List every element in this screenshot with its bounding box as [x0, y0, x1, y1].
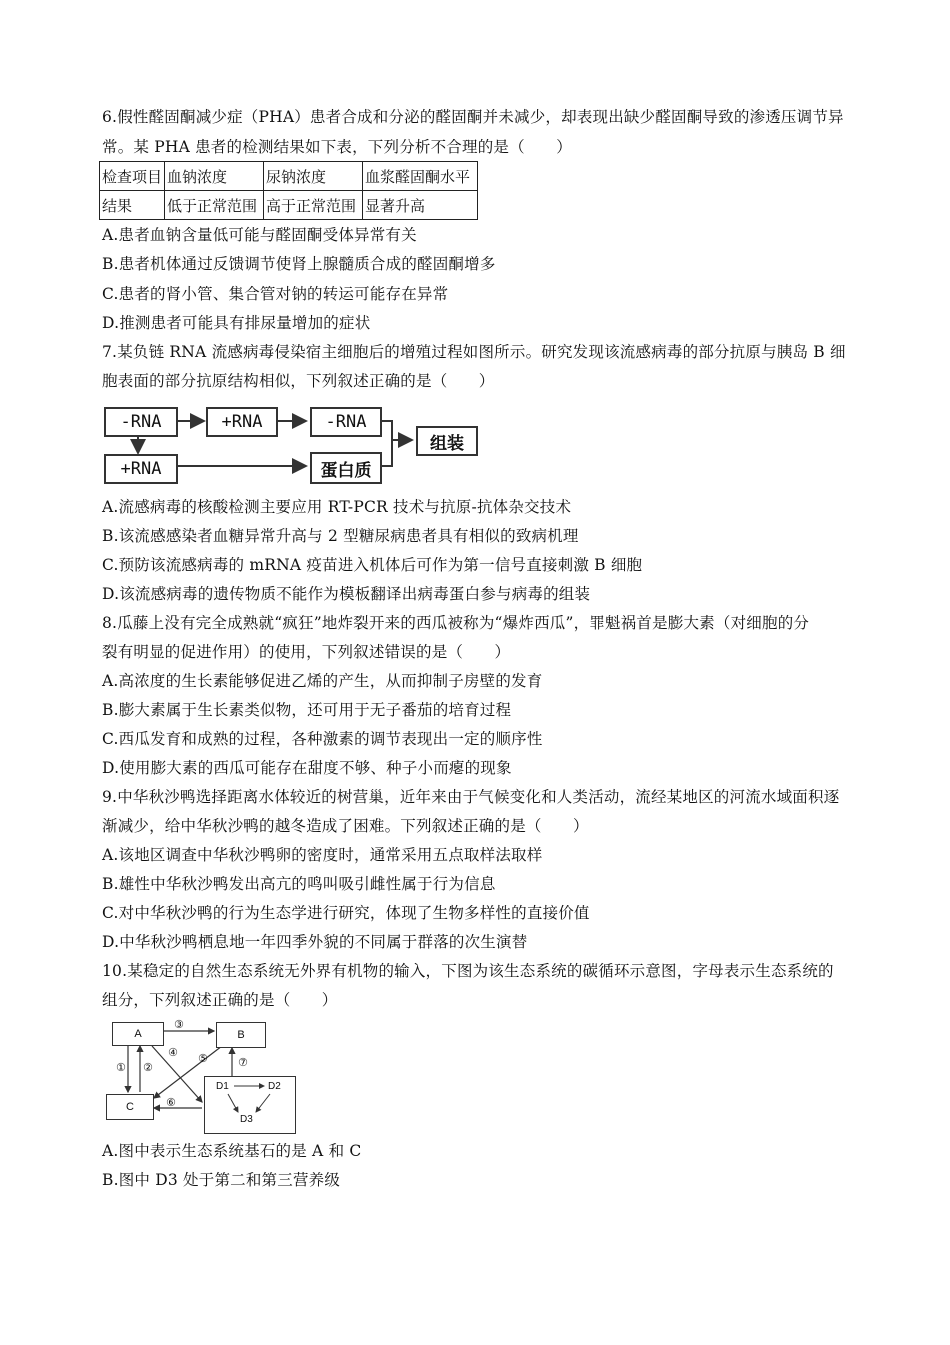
q7-diagram	[100, 402, 480, 486]
q10-stem-line1: 10.某稳定的自然生态系统无外界有机物的输入，下图为该生态系统的碳循环示意图，字母表示生态系统的	[102, 962, 834, 980]
table-header-cell: 血浆醛固酮水平	[363, 162, 478, 191]
table-header-cell: 血钠浓度	[165, 162, 264, 191]
box-pos-rna-2: +RNA	[104, 454, 178, 484]
q9-option-b: B.雄性中华秋沙鸭发出高亢的鸣叫吸引雌性属于行为信息	[102, 875, 496, 893]
table-row	[100, 162, 478, 191]
box-protein: 蛋白质	[310, 452, 382, 484]
q8-stem-line1: 8.瓜藤上没有完全成熟就“疯狂”地炸裂开来的西瓜被称为“爆炸西瓜”，罪魁祸首是膨大素（对细胞的分	[102, 614, 810, 632]
q7-stem-line2: 胞表面的部分抗原结构相似，下列叙述正确的是（ ）	[102, 372, 495, 390]
q10-option-a: A.图中表示生态系统基石的是 A 和 C	[102, 1142, 362, 1160]
label-7: ⑦	[238, 1056, 248, 1069]
q8-option-a: A.高浓度的生长素能够促进乙烯的产生，从而抑制子房壁的发育	[102, 672, 543, 690]
q8-option-b: B.膨大素属于生长素类似物，还可用于无子番茄的培育过程	[102, 701, 512, 719]
box-neg-rna-2: -RNA	[310, 407, 382, 437]
q7-option-a: A.流感病毒的核酸检测主要应用 RT-PCR 技术与抗原-抗体杂交技术	[102, 498, 572, 516]
q10-option-b: B.图中 D3 处于第二和第三营养级	[102, 1171, 341, 1189]
q6-stem-line2: 常。某 PHA 患者的检测结果如下表，下列分析不合理的是（ ）	[102, 138, 572, 156]
table-cell: 结果	[100, 191, 165, 220]
q6-option-d: D.推测患者可能具有排尿量增加的症状	[102, 314, 371, 332]
q6-option-c: C.患者的肾小管、集合管对钠的转运可能存在异常	[102, 285, 449, 303]
q10-carbon-cycle-diagram	[104, 1016, 300, 1136]
label-5: ⑤	[198, 1052, 208, 1065]
node-d2: D2	[268, 1081, 281, 1092]
node-a: A	[112, 1022, 164, 1046]
table-cell: 低于正常范围	[165, 191, 264, 220]
table-header-cell: 尿钠浓度	[264, 162, 363, 191]
node-c: C	[106, 1094, 154, 1120]
node-d1: D1	[216, 1081, 229, 1092]
box-assembly: 组装	[416, 426, 478, 456]
q7-option-c: C.预防该流感病毒的 mRNA 疫苗进入机体后可作为第一信号直接刺激 B 细胞	[102, 556, 643, 574]
q6-table	[99, 161, 478, 220]
q7-option-b: B.该流感感染者血糖异常升高与 2 型糖尿病患者具有相似的致病机理	[102, 527, 579, 545]
label-3: ③	[174, 1018, 184, 1031]
q6-stem-line1: 6.假性醛固酮减少症（PHA）患者合成和分泌的醛固酮并未减少，却表现出缺少醛固酮导致的渗透压调节异	[102, 108, 844, 126]
node-b: B	[216, 1022, 266, 1048]
q7-stem-line1: 7.某负链 RNA 流感病毒侵染宿主细胞后的增殖过程如图所示。研究发现该流感病毒的部分抗原与胰岛 B 细	[102, 343, 846, 361]
q7-option-d: D.该流感病毒的遗传物质不能作为模板翻译出病毒蛋白参与病毒的组装	[102, 585, 591, 603]
table-cell: 显著升高	[363, 191, 478, 220]
label-1: ①	[116, 1061, 126, 1074]
q9-option-d: D.中华秋沙鸭栖息地一年四季外貌的不同属于群落的次生演替	[102, 933, 528, 951]
q9-stem-line1: 9.中华秋沙鸭选择距离水体较近的树营巢，近年来由于气候变化和人类活动，流经某地区的河流水域面积逐	[102, 788, 840, 806]
label-2: ②	[143, 1061, 153, 1074]
q8-option-c: C.西瓜发育和成熟的过程，各种激素的调节表现出一定的顺序性	[102, 730, 543, 748]
q9-option-a: A.该地区调查中华秋沙鸭卵的密度时，通常采用五点取样法取样	[102, 846, 543, 864]
table-cell: 高于正常范围	[264, 191, 363, 220]
q9-option-c: C.对中华秋沙鸭的行为生态学进行研究，体现了生物多样性的直接价值	[102, 904, 590, 922]
label-6: ⑥	[166, 1096, 176, 1109]
box-pos-rna: +RNA	[206, 407, 278, 437]
node-d3: D3	[240, 1114, 253, 1125]
table-row	[100, 191, 478, 220]
q10-stem-line2: 组分，下列叙述正确的是（ ）	[102, 991, 338, 1009]
label-4: ④	[168, 1046, 178, 1059]
q6-option-b: B.患者机体通过反馈调节使肾上腺髓质合成的醛固酮增多	[102, 255, 496, 273]
q9-stem-line2: 渐减少，给中华秋沙鸭的越冬造成了困难。下列叙述正确的是（ ）	[102, 817, 589, 835]
table-header-cell: 检查项目	[100, 162, 165, 191]
q6-option-a: A.患者血钠含量低可能与醛固酮受体异常有关	[102, 226, 417, 244]
q8-option-d: D.使用膨大素的西瓜可能存在甜度不够、种子小而瘪的现象	[102, 759, 512, 777]
q8-stem-line2: 裂有明显的促进作用）的使用，下列叙述错误的是（ ）	[102, 643, 511, 661]
box-neg-rna: -RNA	[104, 407, 178, 437]
